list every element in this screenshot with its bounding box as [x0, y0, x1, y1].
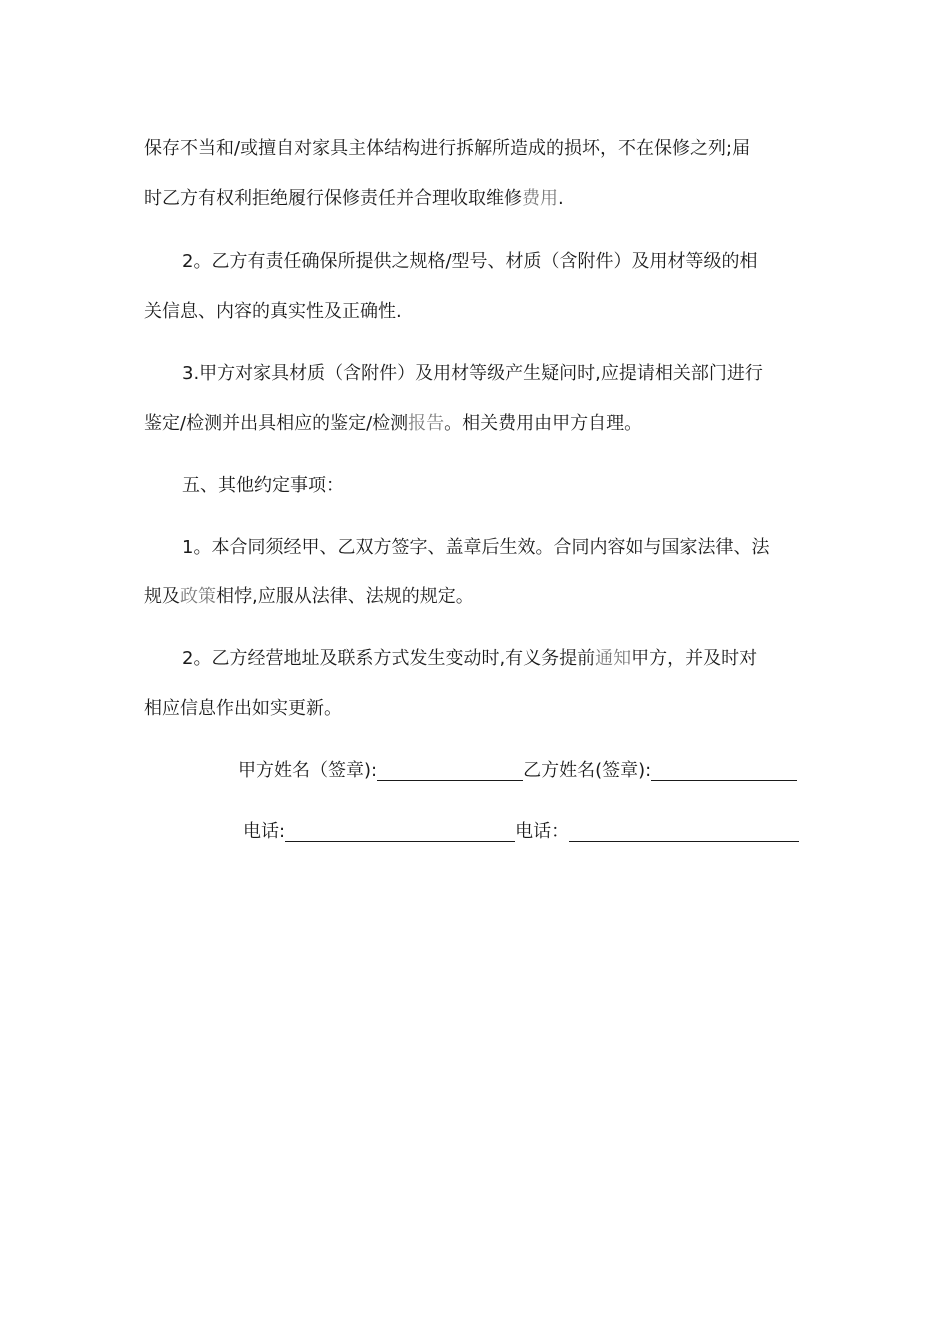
section-5-clause-2-line-1: [182, 647, 757, 671]
link-fees[interactable]: 费用: [522, 188, 558, 209]
clause-3-line-2: [144, 412, 642, 436]
text-span: 甲方，并及时对: [631, 648, 758, 669]
section-5-heading: 五、其他约定事项：: [182, 475, 344, 496]
clause-3-line-1: 3.甲方对家具材质（含附件）及用材等级产生疑问时,应提请相关部门进行: [182, 363, 763, 384]
link-policy[interactable]: 政策: [180, 586, 216, 607]
party-a-signature-blank[interactable]: [377, 760, 523, 781]
text-span: 。相关费用由甲方自理。: [444, 413, 643, 434]
party-a-phone-blank[interactable]: [285, 821, 515, 842]
phone-row: [243, 820, 799, 844]
party-a-signature-label: 甲方姓名（签章):: [238, 760, 378, 781]
text-span: 鉴定/检测并出具相应的鉴定/检测: [144, 413, 409, 434]
text-span: 相悖,应服从法律、法规的规定。: [216, 586, 474, 607]
link-notice[interactable]: 通知: [595, 648, 632, 669]
party-b-signature-blank[interactable]: [651, 760, 797, 781]
signature-row: [238, 759, 797, 783]
party-b-phone-label: 电话：: [515, 821, 570, 842]
link-report[interactable]: 报告: [408, 413, 445, 434]
clause-2-line-1: 2。乙方有责任确保所提供之规格/型号、材质（含附件）及用材等级的相: [182, 251, 758, 272]
text-span: .: [558, 188, 564, 209]
party-b-signature-label: 乙方姓名(签章):: [523, 760, 652, 781]
text-span: 规及: [144, 586, 180, 607]
paragraph-1-line-1: 保存不当和/或擅自对家具主体结构进行拆解所造成的损坏，不在保修之列;届: [144, 138, 751, 159]
paragraph-1-line-2: [144, 187, 564, 211]
text-span: 2。乙方经营地址及联系方式发生变动时,有义务提前: [182, 648, 596, 669]
clause-2-line-2: 关信息、内容的真实性及正确性.: [144, 301, 402, 322]
party-b-phone-blank[interactable]: [569, 821, 799, 842]
section-5-clause-2-line-2: 相应信息作出如实更新。: [144, 698, 342, 719]
party-a-phone-label: 电话:: [243, 821, 286, 842]
text-span: 时乙方有权利拒绝履行保修责任并合理收取维修: [144, 188, 522, 209]
section-5-clause-1-line-1: 1。本合同须经甲、乙双方签字、盖章后生效。合同内容如与国家法律、法: [182, 537, 770, 558]
section-5-clause-1-line-2: [144, 585, 474, 609]
